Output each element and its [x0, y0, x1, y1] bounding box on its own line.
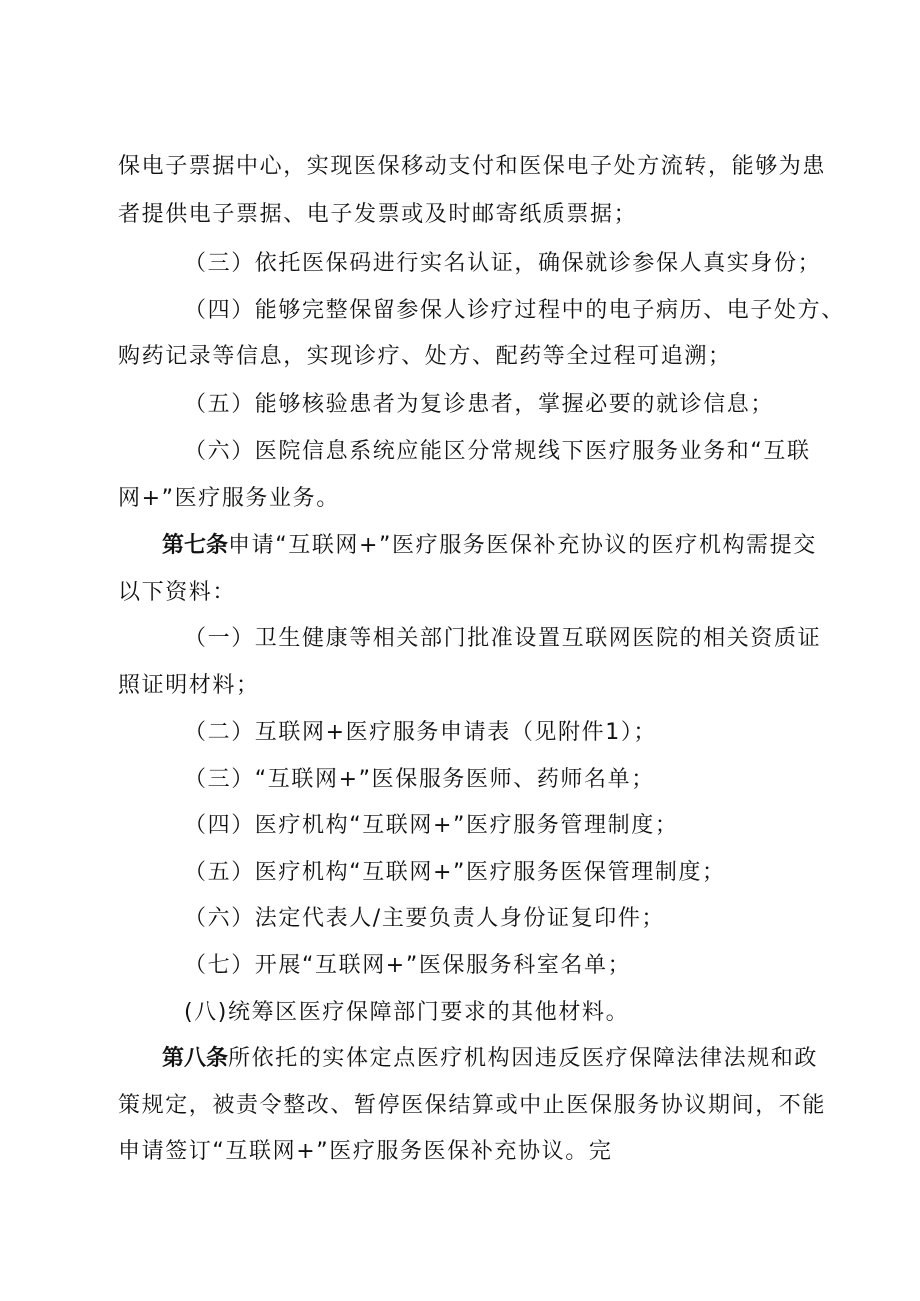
- list-item-6: （六）法定代表人/主要负责人身份证复印件；: [184, 906, 666, 931]
- intro-paragraph-line-2: 者提供电子票据、电子发票或及时邮寄纸质票据；: [118, 202, 638, 227]
- article-8-text: 所依托的实体定点医疗机构因违反医疗保障法律法规和政: [228, 1046, 819, 1071]
- article-8-title: 第八条: [162, 1046, 229, 1071]
- list-item-5: （五）医疗机构“互联网+”医疗服务医保管理制度；: [184, 860, 726, 885]
- article-7-text: 申请“互联网+”医疗服务医保补充协议的医疗机构需提交: [228, 533, 817, 558]
- item-4-paragraph-line-1: （四）能够完整保留参保人诊疗过程中的电子病历、电子处方、: [184, 298, 845, 323]
- list-item-1-line-2: 照证明材料；: [118, 673, 260, 698]
- article-8-line-1: [162, 1044, 818, 1074]
- list-item-8: (八)统筹区医疗保障部门要求的其他材料。: [184, 1000, 630, 1025]
- item-4-paragraph-line-2: 购药记录等信息，实现诊疗、处方、配药等全过程可追溯；: [118, 344, 732, 369]
- list-item-1-line-1: （一）卫生健康等相关部门批准设置互联网医院的相关资质证: [184, 626, 822, 651]
- list-item-4: （四）医疗机构“互联网+”医疗服务管理制度；: [184, 813, 679, 838]
- article-8-line-2: 策规定，被责令整改、暂停医保结算或中止医保服务协议期间，不能: [118, 1093, 827, 1118]
- intro-paragraph-line-1: 保电子票据中心，实现医保移动支付和医保电子处方流转，能够为患: [118, 154, 827, 179]
- article-8-line-3: 申请签订“互联网+”医疗服务医保补充协议。完: [118, 1139, 613, 1164]
- article-7-line-1: [162, 531, 817, 561]
- article-7-title: 第七条: [162, 533, 229, 558]
- list-item-2: （二）互联网+医疗服务申请表（见附件1）；: [184, 720, 658, 745]
- item-6-paragraph-line-2: 网+”医疗服务业务。: [118, 486, 340, 511]
- list-item-3: （三）“互联网+”医保服务医师、药师名单；: [184, 767, 655, 792]
- item-5-paragraph: （五）能够核验患者为复诊患者，掌握必要的就诊信息；: [184, 392, 775, 417]
- item-6-paragraph-line-1: （六）医院信息系统应能区分常规线下医疗服务业务和“互联: [184, 439, 811, 464]
- article-7-line-2: 以下资料：: [118, 580, 237, 605]
- list-item-7: （七）开展“互联网+”医保服务科室名单；: [184, 953, 632, 978]
- item-3-paragraph: （三）依托医保码进行实名认证，确保就诊参保人真实身份；: [184, 251, 822, 276]
